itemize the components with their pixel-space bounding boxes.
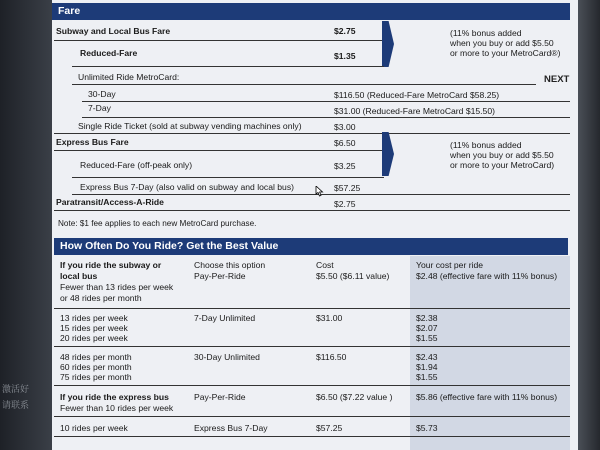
option-heading: Choose this option xyxy=(194,260,266,270)
cost-heading: Cost xyxy=(316,260,334,270)
divider xyxy=(54,40,384,41)
weekly-ride-count: 15 rides per week xyxy=(60,323,128,333)
paratransit-price: $2.75 xyxy=(334,199,356,209)
divider xyxy=(54,416,570,417)
weekly-ride-count: 20 rides per week xyxy=(60,333,128,343)
per-ride-value: $2.38 xyxy=(416,313,438,323)
weekly-ride-count: 13 rides per week xyxy=(60,313,128,323)
fare-header: Fare xyxy=(52,3,570,20)
unlimited-7day-label: 7-Day xyxy=(88,103,111,113)
bonus-note-line: when you buy or add $5.50 xyxy=(450,38,554,48)
option-pay-per-ride: Pay-Per-Ride xyxy=(194,271,246,281)
express-ride-threshold: Fewer than 10 rides per week xyxy=(60,403,174,413)
bonus-note-line: (11% bonus added xyxy=(450,28,522,38)
divider xyxy=(54,436,570,437)
per-ride-value: $1.55 xyxy=(416,333,438,343)
per-ride-value: $2.43 xyxy=(416,352,438,362)
express-7day-label: Express Bus 7-Day (also valid on subway and local bus) xyxy=(80,182,294,192)
subway-local-fare-price: $2.75 xyxy=(334,26,356,36)
subway-ride-threshold: or 48 rides per month xyxy=(60,293,142,303)
divider xyxy=(82,101,570,102)
cost-30day: $116.50 xyxy=(316,352,347,362)
divider xyxy=(54,150,384,151)
divider xyxy=(72,84,536,85)
bonus-note-line: (11% bonus added xyxy=(450,140,522,150)
paratransit-label: Paratransit/Access-A-Ride xyxy=(56,197,164,207)
express-reduced-fare-label: Reduced-Fare (off-peak only) xyxy=(80,160,193,170)
cost-pay-per-ride: $5.50 ($6.11 value) xyxy=(316,271,390,281)
express-bus-fare-price: $6.50 xyxy=(334,138,356,148)
divider xyxy=(54,385,570,386)
arrow-right-icon xyxy=(382,132,394,176)
option-30day-unlimited: 30-Day Unlimited xyxy=(194,352,260,362)
divider xyxy=(54,346,570,347)
express-7day-price: $57.25 xyxy=(334,183,361,193)
option-express-7day: Express Bus 7-Day xyxy=(194,423,268,433)
per-ride-value: $2.07 xyxy=(416,323,438,333)
divider xyxy=(72,66,384,67)
single-ride-price: $3.00 xyxy=(334,122,356,132)
subway-ride-threshold: Fewer than 13 rides per week xyxy=(60,282,174,292)
single-ride-label: Single Ride Ticket (sold at subway vending machines only) xyxy=(78,121,302,131)
express-weekly-ride-count: 10 rides per week xyxy=(60,423,128,433)
metrocard-fee-note: Note: $1 fee applies to each new MetroCard purchase. xyxy=(58,219,257,228)
subway-local-fare-label: Subway and Local Bus Fare xyxy=(56,26,171,36)
monthly-ride-count: 48 rides per month xyxy=(60,352,132,362)
bonus-note-line: or more to your MetroCard®) xyxy=(450,48,561,58)
express-ride-heading: If you ride the express bus xyxy=(60,392,169,402)
unlimited-metrocard-label: Unlimited Ride MetroCard: xyxy=(78,72,180,82)
reduced-fare-price: $1.35 xyxy=(334,51,356,61)
cost-express-7day: $57.25 xyxy=(316,423,343,433)
reduced-fare-label: Reduced-Fare xyxy=(80,48,138,58)
subway-ride-heading: local bus xyxy=(60,271,98,281)
mouse-pointer-icon xyxy=(314,186,324,198)
background-ghost-text: 激活好 xyxy=(2,384,30,394)
divider xyxy=(54,308,570,309)
monthly-ride-count: 60 rides per month xyxy=(60,362,132,372)
background-ghost-text: 请联系 xyxy=(2,400,30,410)
per-ride-value: $5.86 (effective fare with 11% bonus) xyxy=(416,392,558,402)
next-link[interactable]: NEXT xyxy=(544,74,570,85)
cost-per-ride-pay: $2.48 (effective fare with 11% bonus) xyxy=(416,271,558,281)
bonus-note-line: when you buy or add $5.50 xyxy=(450,150,554,160)
fare-page xyxy=(52,0,578,450)
monitor-bezel-right xyxy=(578,0,600,450)
bonus-note-line: or more to your MetroCard) xyxy=(450,160,555,170)
divider xyxy=(82,117,570,118)
per-ride-value: $5.73 xyxy=(416,423,438,433)
subway-ride-heading: If you ride the subway or xyxy=(60,260,162,270)
unlimited-30day-price: $116.50 (Reduced-Fare MetroCard $58.25) xyxy=(334,90,500,100)
cost-7day: $31.00 xyxy=(316,313,343,323)
monthly-ride-count: 75 rides per month xyxy=(60,372,132,382)
divider xyxy=(54,210,570,211)
unlimited-30day-label: 30-Day xyxy=(88,89,116,99)
divider xyxy=(54,133,570,134)
unlimited-7day-price: $31.00 (Reduced-Fare MetroCard $15.50) xyxy=(334,106,495,116)
divider xyxy=(72,177,384,178)
express-reduced-fare-price: $3.25 xyxy=(334,161,356,171)
arrow-right-icon xyxy=(382,21,394,67)
option-express-pay-per-ride: Pay-Per-Ride xyxy=(194,392,246,402)
value-header: How Often Do You Ride? Get the Best Value xyxy=(54,238,568,255)
option-7day-unlimited: 7-Day Unlimited xyxy=(194,313,256,323)
per-ride-value: $1.55 xyxy=(416,372,438,382)
per-ride-value: $1.94 xyxy=(416,362,438,372)
cost-per-ride-heading: Your cost per ride xyxy=(416,260,484,270)
express-bus-fare-label: Express Bus Fare xyxy=(56,137,129,147)
cost-express-pay-per-ride: $6.50 ($7.22 value ) xyxy=(316,392,393,402)
